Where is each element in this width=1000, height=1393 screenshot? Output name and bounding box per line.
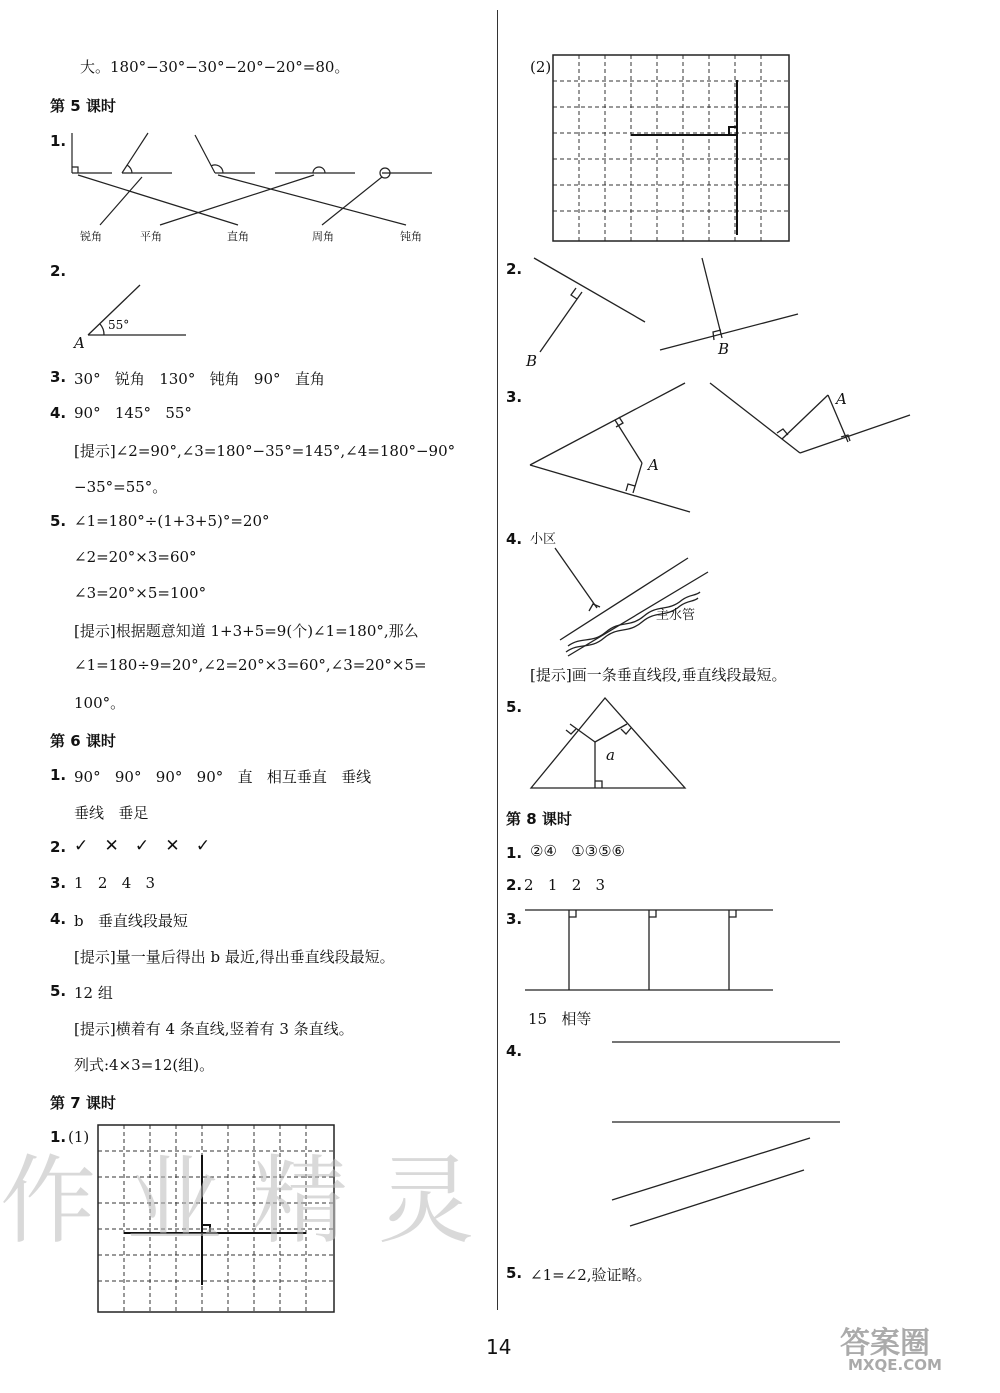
r-q4-label-pipe: 主水管	[656, 608, 696, 623]
l6-q2-num: 2.	[50, 838, 67, 856]
l6-q5-formula: 列式:4×3=12(组)。	[74, 1056, 215, 1074]
r-q1-sub2: (2)	[530, 58, 552, 76]
r-q2-num: 2.	[506, 260, 523, 278]
l5-q5-line2: ∠2=20°×3=60°	[74, 548, 197, 566]
l5-q4-num: 4.	[50, 404, 67, 422]
r-q5-triangle-diagram	[525, 690, 705, 790]
l8-q3-num: 3.	[506, 910, 523, 928]
l5-q4-hint-line1: [提示]∠2=90°,∠3=180°−35°=145°,∠4=180°−90°	[74, 442, 456, 460]
l5-q2-angle-diagram	[70, 255, 200, 355]
r-q2-label-b1: B	[526, 352, 538, 370]
l5-q5-hint-line1: [提示]根据题意知道 1+3+5=9(个)∠1=180°,那么	[74, 622, 419, 640]
l5-q1-matching-diagram	[60, 125, 460, 245]
l6-q5-hint: [提示]横着有 4 条直线,竖着有 3 条直线。	[74, 1020, 354, 1038]
r-q5-num: 5.	[506, 698, 523, 716]
r-q4-diagram	[540, 540, 720, 660]
r-q3-diagram	[520, 375, 920, 515]
logo-text: 答案圈	[840, 1326, 930, 1361]
l5-q1-label-obtuse: 钝角	[400, 230, 422, 243]
l8-q3-answer: 15 相等	[528, 1010, 592, 1028]
l8-q2-num: 2.	[506, 876, 523, 894]
l6-q3-text: 1 2 4 3	[74, 874, 156, 892]
l8-q3-parallel-diagram	[525, 900, 785, 1000]
l6-q5-num: 5.	[50, 982, 67, 1000]
l6-q3-num: 3.	[50, 874, 67, 892]
r-q5-label-a: a	[606, 746, 615, 764]
l5-q5-hint-line3: 100°。	[74, 694, 126, 712]
l5-q3-text: 30° 锐角 130° 钝角 90° 直角	[74, 370, 325, 388]
l7-q1-sub: (1)	[68, 1128, 90, 1146]
l5-q4-text: 90° 145° 55°	[74, 404, 192, 422]
r-q4-num: 4.	[506, 530, 523, 548]
r-q4-label-area: 小区	[530, 532, 557, 547]
l5-q1-num: 1.	[50, 132, 67, 150]
l5-q4-hint-line2: −35°=55°。	[74, 478, 168, 496]
l5-q1-label-full: 周角	[312, 230, 334, 243]
l5-q1-label-right: 直角	[227, 230, 249, 243]
l8-q5-num: 5.	[506, 1264, 523, 1282]
l5-q5-num: 5.	[50, 512, 67, 530]
l6-q2-text: ✓ ✕ ✓ ✕ ✓	[74, 836, 211, 856]
l7-q1-num: 1.	[50, 1128, 67, 1146]
l8-q4-lines-diagram	[600, 1030, 850, 1230]
l5-q1-label-acute: 锐角	[80, 230, 102, 243]
lesson8-title: 第 8 课时	[506, 810, 572, 828]
top-line: 大。180°−30°−30°−20°−20°=80。	[80, 58, 350, 76]
l6-q5-text: 12 组	[74, 984, 113, 1002]
l5-q5-hint-line2: ∠1=180÷9=20°,∠2=20°×3=60°,∠3=20°×5=	[74, 656, 427, 674]
lesson6-title: 第 6 课时	[50, 732, 116, 750]
l5-q3-num: 3.	[50, 368, 67, 386]
r-q1-grid-2	[553, 55, 793, 245]
l6-q1-line1: 90° 90° 90° 90° 直 相互垂直 垂线	[74, 768, 372, 786]
l6-q1-num: 1.	[50, 766, 67, 784]
watermark-text: 作业精灵	[0, 1145, 504, 1257]
lesson5-title: 第 5 课时	[50, 97, 116, 115]
l8-q1-num: 1.	[506, 844, 523, 862]
r-q3-num: 3.	[506, 388, 523, 406]
r-q2-label-b2: B	[718, 340, 730, 358]
l8-q5-text: ∠1=∠2,验证略。	[530, 1266, 652, 1284]
l8-q2-text: 2 1 2 3	[524, 876, 606, 894]
l6-q4-text: b 垂直线段最短	[74, 912, 188, 930]
l5-q2-vertex-label: A	[74, 334, 85, 352]
l5-q1-label-straight: 平角	[140, 230, 162, 243]
r-q3-label-a2: A	[836, 390, 847, 408]
l6-q4-num: 4.	[50, 910, 67, 928]
l6-q4-hint: [提示]量一量后得出 b 最近,得出垂直线段最短。	[74, 948, 395, 966]
l6-q1-line2: 垂线 垂足	[74, 804, 149, 822]
l5-q5-line3: ∠3=20°×5=100°	[74, 584, 207, 602]
logo-url: MXQE.COM	[848, 1356, 942, 1374]
l5-q2-num: 2.	[50, 262, 67, 280]
page-number: 14	[486, 1335, 512, 1359]
r-q4-hint: [提示]画一条垂直线段,垂直线段最短。	[530, 666, 787, 684]
l5-q2-angle-label: 55°	[108, 318, 130, 332]
l8-q1-text: ②④ ①③⑤⑥	[530, 842, 625, 860]
r-q3-label-a1: A	[648, 456, 659, 474]
lesson7-title: 第 7 课时	[50, 1094, 116, 1112]
column-divider	[497, 10, 498, 1310]
l8-q4-num: 4.	[506, 1042, 523, 1060]
r-q2-diagram	[520, 250, 810, 380]
l5-q5-line1: ∠1=180°÷(1+3+5)°=20°	[74, 512, 270, 530]
